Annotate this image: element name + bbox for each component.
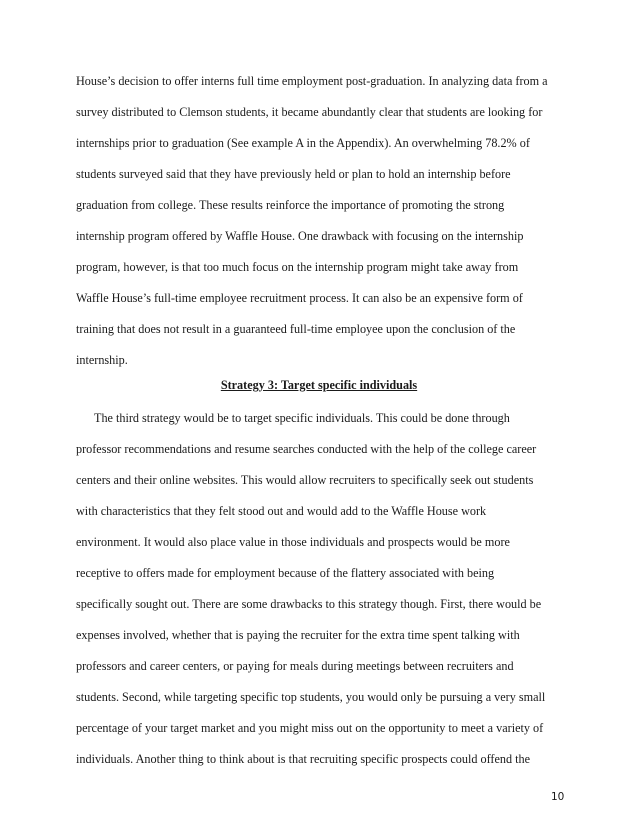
- paragraph-line: survey distributed to Clemson students, it became abundantly clear that students are looking for: [76, 105, 543, 119]
- section-heading: Strategy 3: Target specific individuals: [220, 378, 418, 392]
- paragraph-line: students surveyed said that they have previously held or plan to hold an internship before: [76, 167, 511, 181]
- paragraph-line: The third strategy would be to target specific individuals. This could be done through: [94, 411, 510, 425]
- paragraph-line: percentage of your target market and you might miss out on the opportunity to meet a variety of: [76, 721, 544, 735]
- paragraph-line: program, however, is that too much focus on the internship program might take away from: [76, 260, 519, 274]
- paragraph-line: environment. It would also place value in those individuals and prospects would be more: [76, 535, 510, 549]
- paragraph-line: expenses involved, whether that is paying the recruiter for the extra time spent talking with: [76, 628, 520, 642]
- paragraph-line: internship.: [76, 353, 128, 367]
- paragraph-line: graduation from college. These results reinforce the importance of promoting the strong: [76, 198, 505, 212]
- paragraph-line: Waffle House’s full-time employee recruitment process. It can also be an expensive form of: [76, 291, 523, 305]
- paragraph-line: with characteristics that they felt stood out and would add to the Waffle House work: [76, 504, 487, 518]
- paragraph-line: internship program offered by Waffle House. One drawback with focusing on the internship: [76, 229, 524, 243]
- paragraph-line: students. Second, while targeting specific top students, you would only be pursuing a very small: [76, 690, 546, 704]
- paragraph-line: individuals. Another thing to think about is that recruiting specific prospects could offend the: [76, 752, 531, 766]
- paragraph-line: professor recommendations and resume searches conducted with the help of the college career: [76, 442, 537, 456]
- paragraph-line: House’s decision to offer interns full time employment post-graduation. In analyzing data from a: [76, 74, 548, 88]
- paragraph-line: internships prior to graduation (See example A in the Appendix). An overwhelming 78.2% of: [76, 136, 530, 150]
- paragraph-line: specifically sought out. There are some drawbacks to this strategy though. First, there would be: [76, 597, 542, 611]
- paragraph-line: centers and their online websites. This would allow recruiters to specifically seek out students: [76, 473, 534, 487]
- paragraph-line: professors and career centers, or paying for meals during meetings between recruiters and: [76, 659, 514, 673]
- paragraph-line: receptive to offers made for employment because of the flattery associated with being: [76, 566, 495, 580]
- page-number: 10: [551, 791, 565, 803]
- paragraph-line: training that does not result in a guaranteed full-time employee upon the conclusion of the: [76, 322, 516, 336]
